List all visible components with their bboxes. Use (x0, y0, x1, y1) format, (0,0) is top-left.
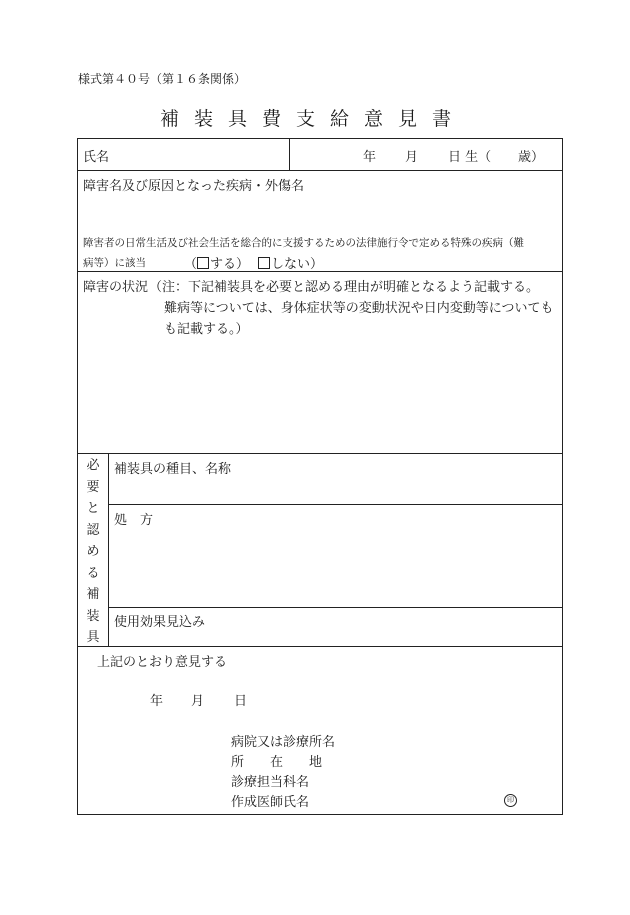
name-label: 氏名 (83, 150, 110, 165)
prescription-label: 処 方 (114, 513, 154, 528)
vertical-char: る (86, 565, 100, 581)
document-title: 補装具費支給意見書 (160, 108, 467, 130)
vertical-char: 要 (86, 479, 100, 495)
option-yes-paren: （ (184, 257, 198, 272)
usage-effect-label: 使用効果見込み (114, 615, 206, 630)
doctor-name-label: 作成医師氏名 (231, 795, 310, 810)
column-divider (289, 139, 290, 170)
option-no (258, 253, 323, 272)
hospital-name-label: 病院又は診療所名 (231, 735, 336, 750)
form-table (77, 138, 563, 815)
form-code: 様式第４０号（第１６条関係） (78, 72, 247, 86)
vertical-char: 必 (86, 458, 100, 473)
statement-text: 上記のとおり意見する (97, 655, 228, 670)
row-divider (108, 504, 562, 505)
vertical-char: 補 (86, 587, 100, 602)
status-note-line3: も記載する。） (164, 322, 249, 337)
vertical-char: と (86, 501, 100, 516)
seal-icon: 印 (504, 794, 517, 807)
birth-year-label: 年 (363, 150, 377, 165)
row-divider (108, 607, 562, 608)
row-divider (78, 646, 562, 647)
date-year-label: 年 (150, 694, 164, 709)
row-divider (78, 170, 562, 171)
vertical-char: 認 (86, 522, 100, 538)
row-divider (78, 453, 562, 454)
department-label: 診療担当科名 (231, 775, 310, 790)
date-month-label: 月 (191, 694, 205, 709)
birth-day-label: 日 生（ (448, 150, 492, 165)
checkbox-no[interactable] (258, 257, 270, 269)
intractable-disease-note-cont: 病等）に該当 (83, 257, 146, 269)
column-divider (108, 453, 109, 646)
vertical-char: 装 (86, 608, 100, 624)
intractable-disease-note: 障害者の日常生活及び社会生活を総合的に支援するための法律施行令で定める特殊の疾病（難 (83, 237, 524, 249)
option-yes-label: する） (210, 257, 250, 272)
date-day-label: 日 (234, 694, 248, 709)
disability-status-label: 障害の状況 (83, 280, 149, 295)
checkbox-yes[interactable] (197, 257, 209, 269)
status-note-line1: （注：下記補装具を必要と認める理由が明確となるよう記載する。 (149, 280, 540, 295)
status-note-line2: 難病等については、身体症状等の変動状況や日内変動等についても (164, 301, 554, 316)
disability-name-label: 障害名及び原因となった疾病・外傷名 (83, 179, 305, 194)
device-type-label: 補装具の種目、名称 (114, 462, 232, 477)
birth-month-label: 月 (405, 150, 419, 165)
option-no-label: しない） (271, 257, 324, 272)
address-label: 所 在 地 (231, 755, 323, 770)
age-label: 歳） (518, 150, 545, 165)
necessary-device-vertical-label (78, 455, 108, 649)
vertical-char: め (86, 544, 100, 559)
option-yes (184, 253, 249, 272)
vertical-char: 具 (86, 630, 100, 645)
